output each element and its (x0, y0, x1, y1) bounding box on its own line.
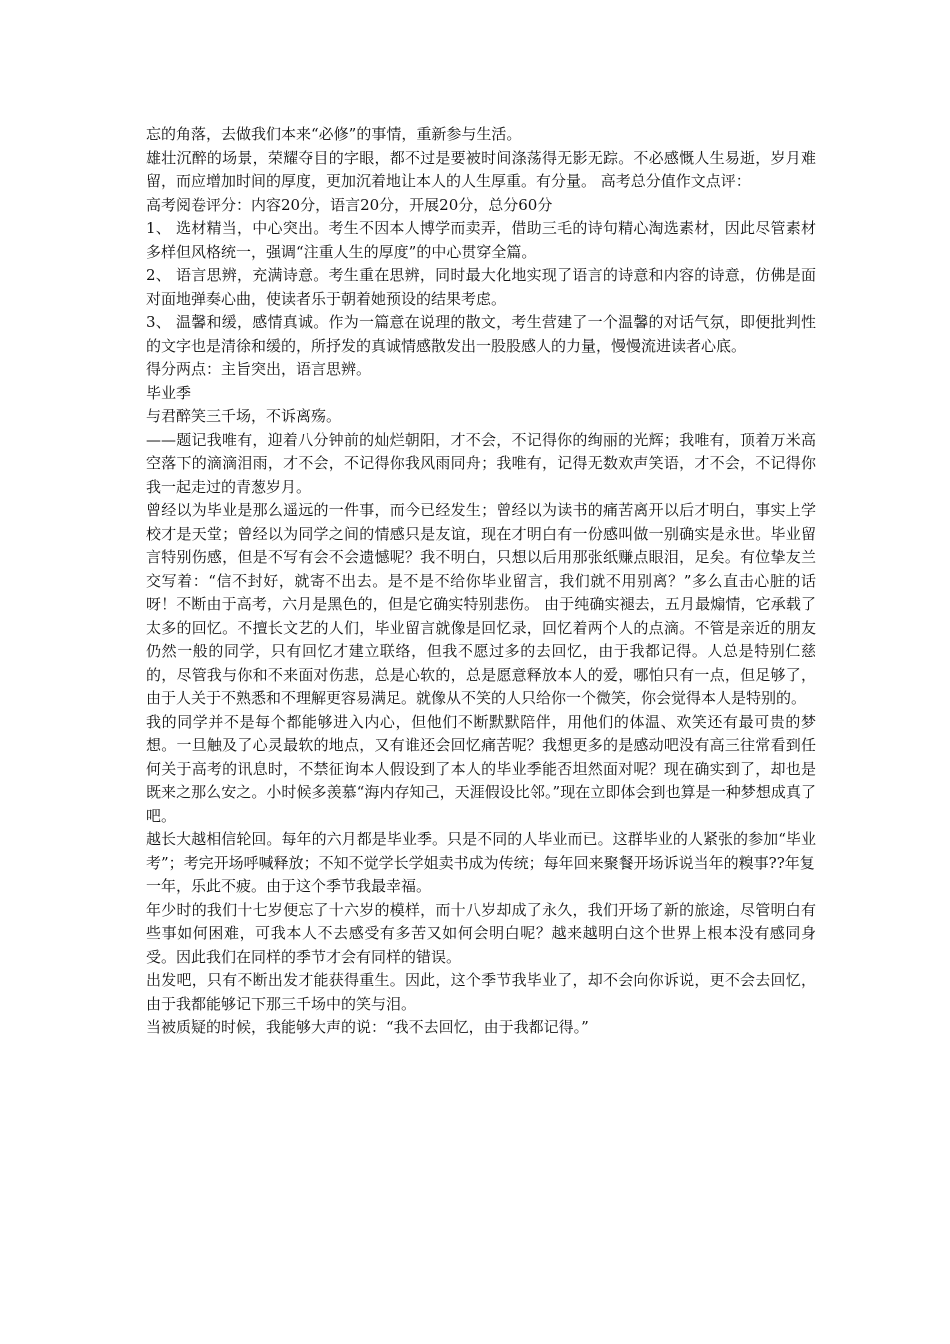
paragraph: 3、 温馨和缓，感情真诚。作为一篇意在说理的散文，考生营建了一个温馨的对话气氛，即便批判性的文字也是清徐和缓的，所抒发的真诚情感散发出一股股感人的力量，慢慢流进读者心底。 (146, 313, 816, 355)
paragraph: 年少时的我们十七岁便忘了十六岁的模样，而十八岁却成了永久，我们开场了新的旅途，尽管明白有些事如何困难，可我本人不去感受有多苦又如何会明白呢？越来越明白这个世界上根本没有感同身受。因此我们在同样的季节才会有同样的错误。 (146, 900, 816, 966)
paragraph: 一年，乐此不疲。由于这个季节我最幸福。 (146, 877, 432, 895)
paragraph: 得分两点：主旨突出，语言思辨。 (146, 360, 372, 378)
paragraph: 雄壮沉醉的场景，荣耀夺目的字眼，都不过是要被时间涤荡得无影无踪。不必感慨人生易逝，岁月难留，而应增加时间的厚度，更加沉着地让本人的人生厚重。有分量。 高考总分值作文点评： (146, 148, 816, 190)
paragraph: 当被质疑的时候，我能够大声的说：“我不去回忆，由于我都记得。” (146, 1018, 589, 1036)
document-body (146, 123, 816, 1040)
paragraph: 我的同学并不是每个都能够进入内心，但他们不断默默陪伴，用他们的体温、欢笑还有最可贵的梦想。一旦触及了心灵最软的地点，又有谁还会回忆痛苦呢？我想更多的是感动吧没有高三往常看到任何关于高考的讯息时，不禁征询本人假设到了本人的毕业季能否坦然面对呢？现在确实到了，却也是既来之那么安之。小时候多羡慕“海内存知己，天涯假设比邻。”现在立即体会到也算是一种梦想成真了吧。 (146, 712, 816, 825)
paragraph: 1、 选材精当，中心突出。考生不因本人博学而卖弄，借助三毛的诗句精心淘选素材，因此尽管素材多样但风格统一，强调“注重人生的厚度”的中心贯穿全篇。 (146, 219, 816, 261)
paragraph: 出发吧，只有不断出发才能获得重生。因此，这个季节我毕业了，却不会向你诉说，更不会去回忆，由于我都能够记下那三千场中的笑与泪。 (146, 971, 816, 1013)
paragraph: 2、 语言思辨，充满诗意。考生重在思辨，同时最大化地实现了语言的诗意和内容的诗意，仿佛是面对面地弹奏心曲，使读者乐于朝着她预设的结果考虑。 (146, 266, 816, 308)
paragraph: 与君醉笑三千场，不诉离殇。 (146, 407, 342, 425)
paragraph: 越长大越相信轮回。每年的六月都是毕业季。只是不同的人毕业而已。这群毕业的人紧张的参加“毕业考”；考完开场呼喊释放；不知不觉学长学姐卖书成为传统；每年回来聚餐开场诉说当年的糗事??年复 (146, 830, 816, 872)
section-title: 毕业季 (146, 383, 192, 402)
paragraph: 忘的角落，去做我们本来“必修”的事情，重新参与生活。 (146, 125, 522, 143)
paragraph: 曾经以为毕业是那么遥远的一件事，而今已经发生；曾经以为读书的痛苦离开以后才明白，事实上学校才是天堂；曾经以为同学之间的情感只是友谊，现在才明白有一份感叫做一别确实是永世。毕业留言特别伤感，但是不写有会不会遗憾呢？我不明白，只想以后用那张纸赚点眼泪，足矣。有位挚友兰交写着：“信不封好，就寄不出去。是不是不给你毕业留言，我们就不用别离？”多么直击心脏的话呀！不断由于高考，六月是黑色的，但是它确实特别悲伤。 由于纯确实褪去，五月最煽情，它承载了太多的回忆。不擅长文艺的人们，毕业留言就像是回忆录，回忆着两个人的点滴。不管是亲近的朋友仍然一般的同学，只有回忆才建立联络，但我不愿过多的去回忆，由于我都记得。人总是特别仁慈的，尽管我与你和不来面对伤悲，总是心软的，总是愿意释放本人的爱，哪怕只有一点，但足够了，由于人关于不熟悉和不理解更容易满足。就像从不笑的人只给你一个微笑，你会觉得本人是特别的。 (146, 501, 816, 707)
paragraph: ——题记我唯有，迎着八分钟前的灿烂朝阳，才不会，不记得你的绚丽的光辉；我唯有，顶着万米高空落下的滴滴泪雨，才不会，不记得你我风雨同舟；我唯有，记得无数欢声笑语，才不会，不记得你我一起走过的青葱岁月。 (146, 430, 816, 496)
paragraph: 高考阅卷评分：内容20分，语言20分，开展20分，总分60分 (146, 195, 553, 214)
